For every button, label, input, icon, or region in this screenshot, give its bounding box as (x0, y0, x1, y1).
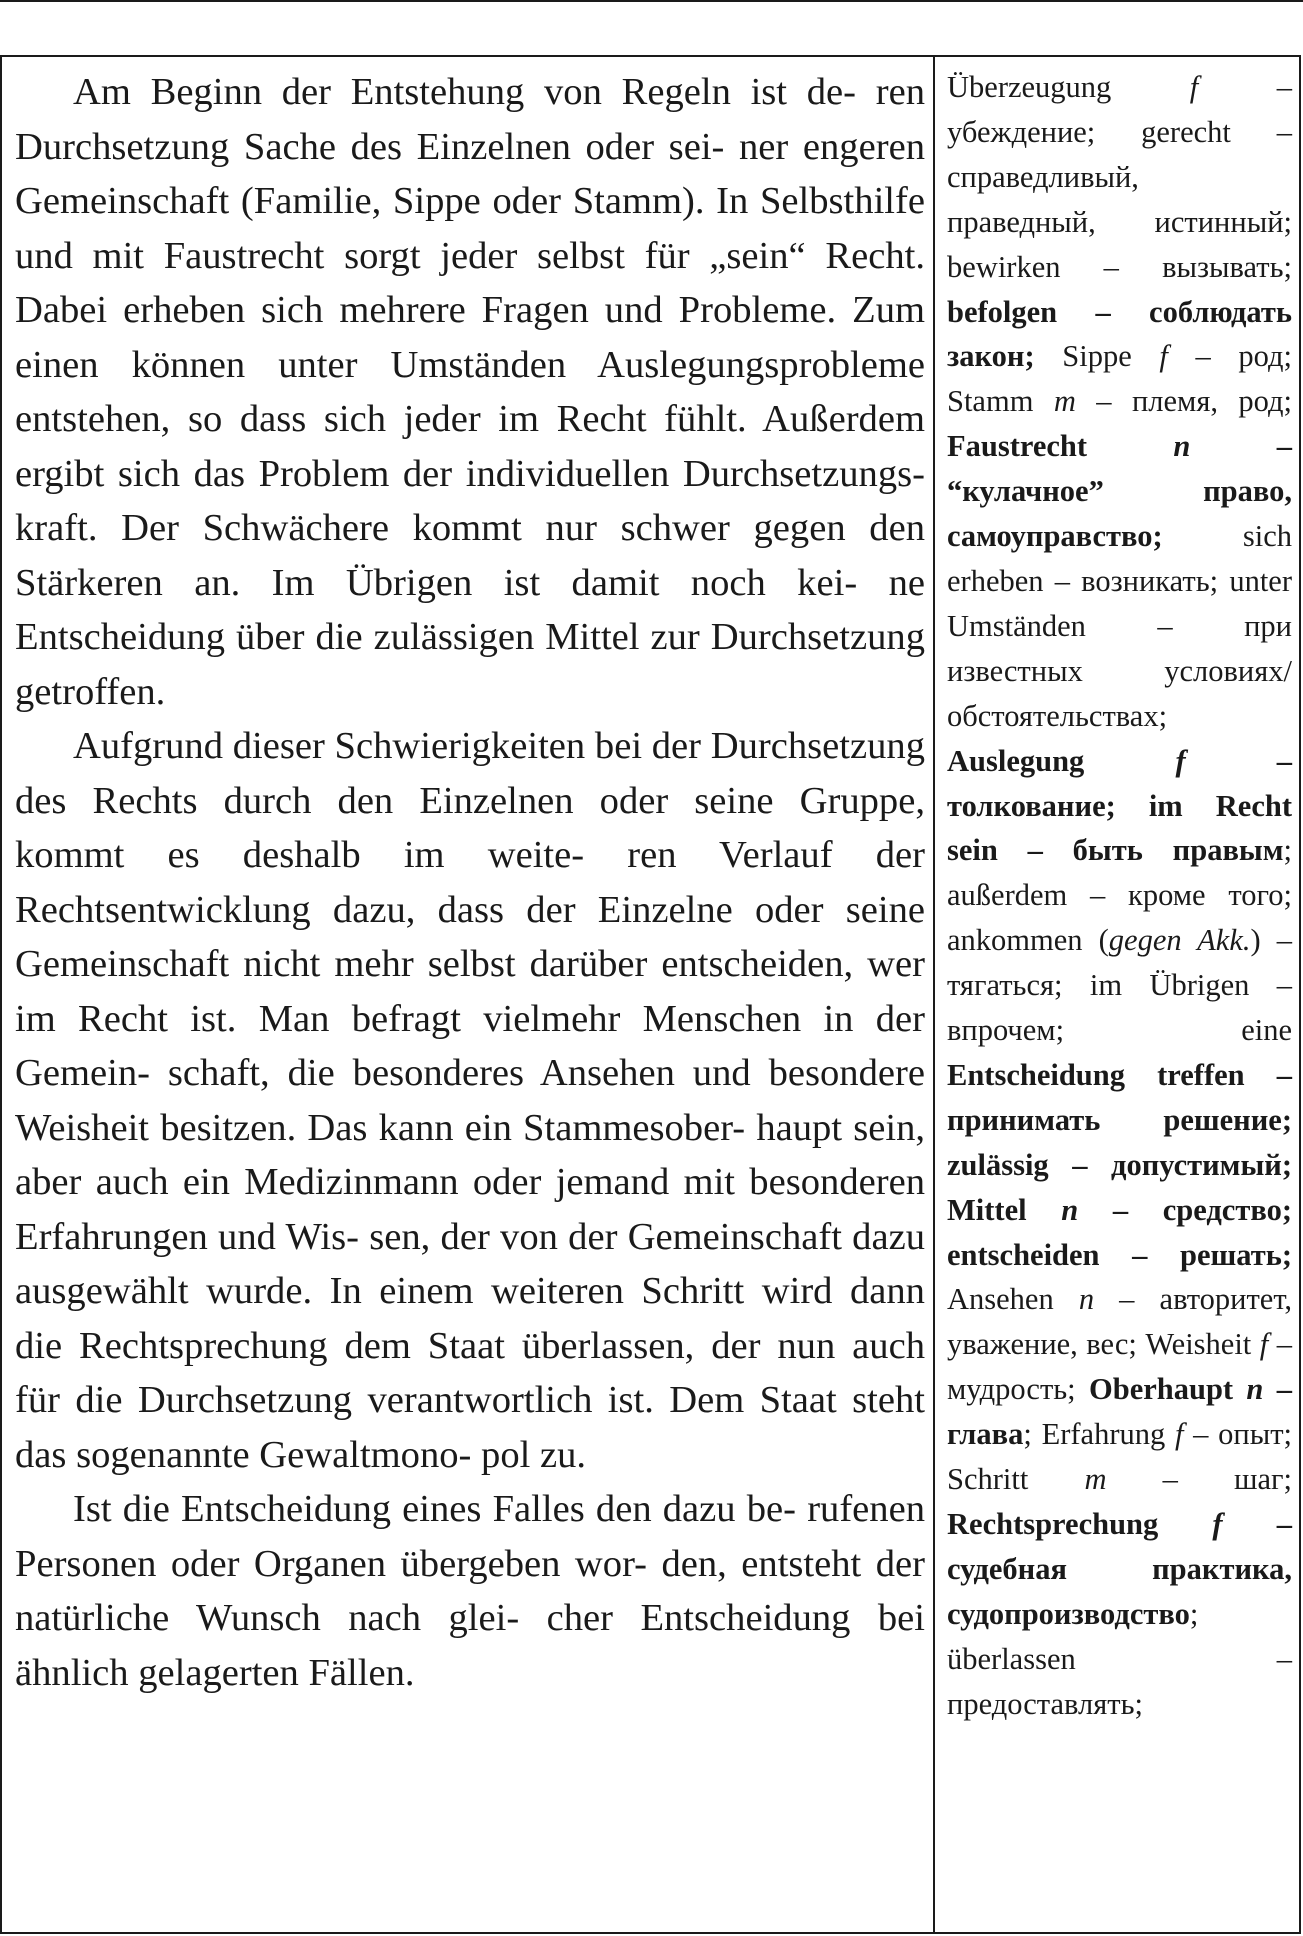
gloss-run: ) – тягаться; im Übrigen – впрочем; eine (947, 923, 1292, 1048)
text-line: ren Verlauf der Rechtsentwicklung dazu, dass der (15, 834, 925, 931)
text-line: jemand mit besonderen Erfahrungen und Wis- (15, 1161, 925, 1258)
text-line: Ist die Entscheidung eines Falles den dazu be- (73, 1488, 797, 1530)
gloss-gender: f (1189, 70, 1199, 104)
gloss-run: Sippe (1034, 339, 1160, 374)
paragraph-1 (15, 65, 925, 719)
gloss-run: – авторитет, уважение, вес; Weisheit (947, 1282, 1292, 1362)
gloss-key-term: Rechtsprechung (947, 1507, 1213, 1541)
gloss-run: – мудрость; (947, 1327, 1293, 1407)
gloss-run: Ansehen (947, 1282, 1079, 1317)
gloss-gender: m (1084, 1462, 1107, 1497)
gloss-gender: f (1212, 1507, 1223, 1541)
glossary-text (947, 65, 1292, 1727)
gloss-key-term: – “кулачное” право, самоуправство; (947, 429, 1292, 554)
paragraph-3 (15, 1482, 925, 1700)
text-line: Durchsetzung getroffen. (15, 616, 925, 713)
gloss-gender: m (1053, 384, 1076, 419)
glossary-column (947, 65, 1292, 1727)
text-line: auch für die Durchsetzung verantwortlich ist. (15, 1324, 925, 1421)
text-line: haupt sein, aber auch ein Medizinmann oder (15, 1106, 925, 1203)
text-line: sen, der von der Gemeinschaft dazu ausgewählt (15, 1215, 926, 1312)
text-line: schaft, die besonderes Ansehen und besondere (167, 1052, 925, 1094)
gloss-key-term: Entscheidung treffen – принимать решение; zulässig – допустимый; Mittel (947, 1057, 1292, 1227)
text-line: Weisheit besitzen. Das kann ein Stammesober- (15, 1106, 746, 1149)
gloss-run: ; überlassen – предоставлять; (947, 1596, 1292, 1721)
gloss-key-term: Faustrecht (947, 429, 1174, 464)
gloss-gender: f (1259, 1327, 1269, 1362)
gloss-key-term: Oberhaupt (1089, 1372, 1247, 1407)
gloss-run: – опыт; Schritt (947, 1417, 1292, 1497)
gloss-key-term: – средство; entscheiden – решать; (947, 1192, 1292, 1272)
gloss-key-term: – глава (947, 1372, 1292, 1452)
gloss-key-term: – судебная практика, судопроизводство (947, 1507, 1292, 1631)
gloss-case: gegen Akk. (1108, 923, 1251, 958)
gloss-gender: f (1159, 339, 1168, 374)
text-line: Man befragt vielmehr Menschen in der Gemein- (15, 997, 926, 1094)
text-line: oder seine Gruppe, kommt es deshalb im weite- (15, 779, 925, 876)
gloss-run: ; außerdem – кроме того; ankommen ( (947, 833, 1292, 958)
text-line: Am Beginn der Entstehung von Regeln ist de- (73, 71, 857, 113)
gloss-gender: n (1173, 429, 1191, 464)
gloss-gender: f (1174, 1417, 1184, 1452)
text-line: pol zu. (481, 1433, 587, 1476)
gloss-gender: f (1175, 743, 1186, 778)
text-line: mehrere Fragen und Probleme. Zum einen können (15, 289, 925, 386)
top-rule (0, 0, 1303, 2)
gloss-run: sich erheben – возникать; unter Umständen – при известных условиях/обстоятельствах; (947, 519, 1292, 733)
main-text-column (15, 65, 925, 1700)
gloss-run: ; Erfahrung (1023, 1417, 1175, 1452)
text-line: Stamm). In Selbsthilfe und mit Faustrecht sorgt (15, 180, 925, 277)
column-divider (933, 57, 935, 1932)
text-line: rufenen Personen oder Organen übergeben wor- (15, 1488, 925, 1585)
gloss-gender: n (1061, 1192, 1079, 1227)
text-line: den Stärkeren an. Im Übrigen ist damit noch kei- (15, 507, 925, 604)
text-line: jeder selbst für „sein“ Recht. Dabei erheben sich (15, 234, 925, 331)
text-frame (0, 55, 1301, 1934)
text-line: cher Entscheidung bei ähnlich gelagerten Fällen. (15, 1597, 925, 1694)
text-line: Durchsetzung des Rechts durch den Einzelnen (15, 725, 925, 822)
text-line: den, entsteht der natürliche Wunsch nach glei- (15, 1542, 925, 1639)
gloss-gender: n (1246, 1372, 1264, 1407)
text-line: Aufgrund dieser Schwierigkeiten bei der (73, 725, 702, 767)
gloss-run: – убеждение; gerecht – справедливый, праведный, истинный; bewirken – вызывать; (947, 70, 1292, 284)
gloss-key-term: befolgen – соблюдать закон; (947, 294, 1292, 374)
text-line: selbst darüber entscheiden, wer im Recht ist. (15, 943, 925, 1040)
text-line: Einzelne oder seine Gemeinschaft nicht mehr (15, 888, 925, 985)
text-line: sich das Problem der individuellen Durchsetzungs- (117, 452, 925, 495)
text-line: so dass sich jeder im Recht fühlt. Außerdem ergibt (15, 398, 925, 495)
text-line: wurde. In einem weiteren Schritt wird dann die (15, 1270, 925, 1367)
text-line: ne Entscheidung über die zulässigen Mittel zur (15, 561, 925, 658)
text-line: ren Durchsetzung Sache des Einzelnen oder sei- (15, 71, 925, 168)
gloss-key-term: – толкование; im Recht sein – быть правым (947, 743, 1292, 868)
text-line: ner engeren Gemeinschaft (Familie, Sippe oder (15, 125, 925, 222)
text-line: kraft. Der Schwächere kommt nur schwer gegen (15, 507, 846, 549)
gloss-key-term: Auslegung (947, 743, 1176, 778)
gloss-run: – племя, род; (1075, 384, 1293, 419)
gloss-gender: n (1078, 1282, 1095, 1317)
gloss-run: Überzeugung (947, 70, 1190, 104)
paragraph-2 (15, 719, 925, 1482)
text-line: Rechtsprechung dem Staat überlassen, der nun (79, 1324, 836, 1367)
gloss-run: – род; Stamm (947, 339, 1292, 419)
gloss-run: – шаг; (1106, 1462, 1292, 1497)
text-line: unter Umständen Auslegungsprobleme entstehen, (15, 343, 925, 440)
text-line: Dem Staat steht das sogenannte Gewaltmono- (15, 1379, 925, 1476)
